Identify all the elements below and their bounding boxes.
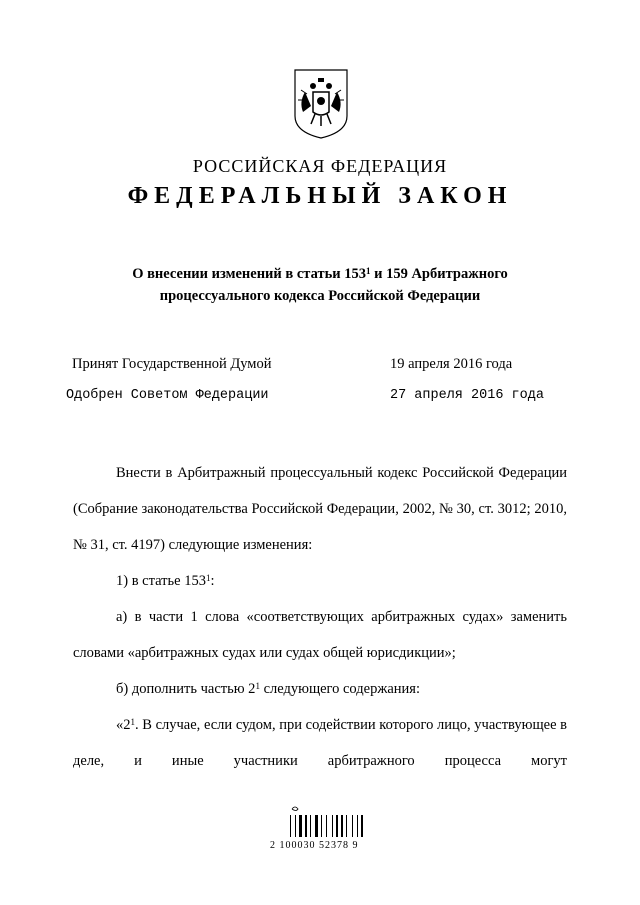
document-type: ФЕДЕРАЛЬНЫЙ ЗАКОН (127, 183, 513, 209)
barcode-number: 2 100030 52378 9 (270, 840, 359, 851)
body-new-part-rest: . В случае, если судом, при содействии которого лицо, участвующее в деле, и иные участники арбитражного процесса могут (73, 717, 567, 769)
title-line-2: процессуального кодекса Российской Федерации (159, 288, 481, 304)
barcode-icon (286, 803, 366, 839)
title-superscript: 1 (365, 266, 371, 276)
title-line-1 (80, 263, 560, 285)
coat-of-arms-emblem (291, 68, 351, 140)
council-approval-date: 27 апреля 2016 года (390, 388, 544, 403)
body-item-1-text: 1) в статье 153 (116, 573, 206, 589)
title-line-1-text: О внесении изменений в статьи 153 (132, 266, 366, 282)
council-approval-label: Одобрен Советом Федерации (66, 388, 269, 403)
emblem-icon (291, 68, 351, 140)
body-item-b-text: б) дополнить частью 2 (116, 681, 256, 697)
law-body (73, 455, 567, 779)
law-title (80, 263, 560, 307)
body-item-1-sup: 1 (205, 573, 211, 583)
body-item-b-sup: 1 (255, 681, 260, 691)
body-item-b (73, 671, 567, 707)
body-item-a: а) в части 1 слова «соответствующих арбитражных судах» заменить словами «арбитражных судах или судах общей юрисдикции»; (73, 609, 567, 661)
body-item-1 (73, 563, 567, 599)
title-line-1-rest: и 159 Арбитражного (370, 266, 508, 282)
body-new-part (73, 707, 567, 779)
country-name: РОССИЙСКАЯ ФЕДЕРАЦИЯ (192, 156, 448, 176)
body-item-b-rest: следующего содержания: (259, 681, 421, 697)
duma-adoption-date: 19 апреля 2016 года (390, 356, 513, 372)
body-new-part-text: «2 (116, 717, 131, 733)
body-item-1-rest: : (210, 573, 215, 589)
body-paragraph-intro: Внести в Арбитражный процессуальный кодекс Российской Федерации (Собрание законодательства Российской Федерации, 2002, № 30, ст. 3012; 2010, № 31, ст. 4197) следующие изменения: (73, 465, 567, 553)
duma-adoption-label: Принят Государственной Думой (72, 356, 272, 372)
body-new-part-sup: 1 (130, 717, 135, 727)
